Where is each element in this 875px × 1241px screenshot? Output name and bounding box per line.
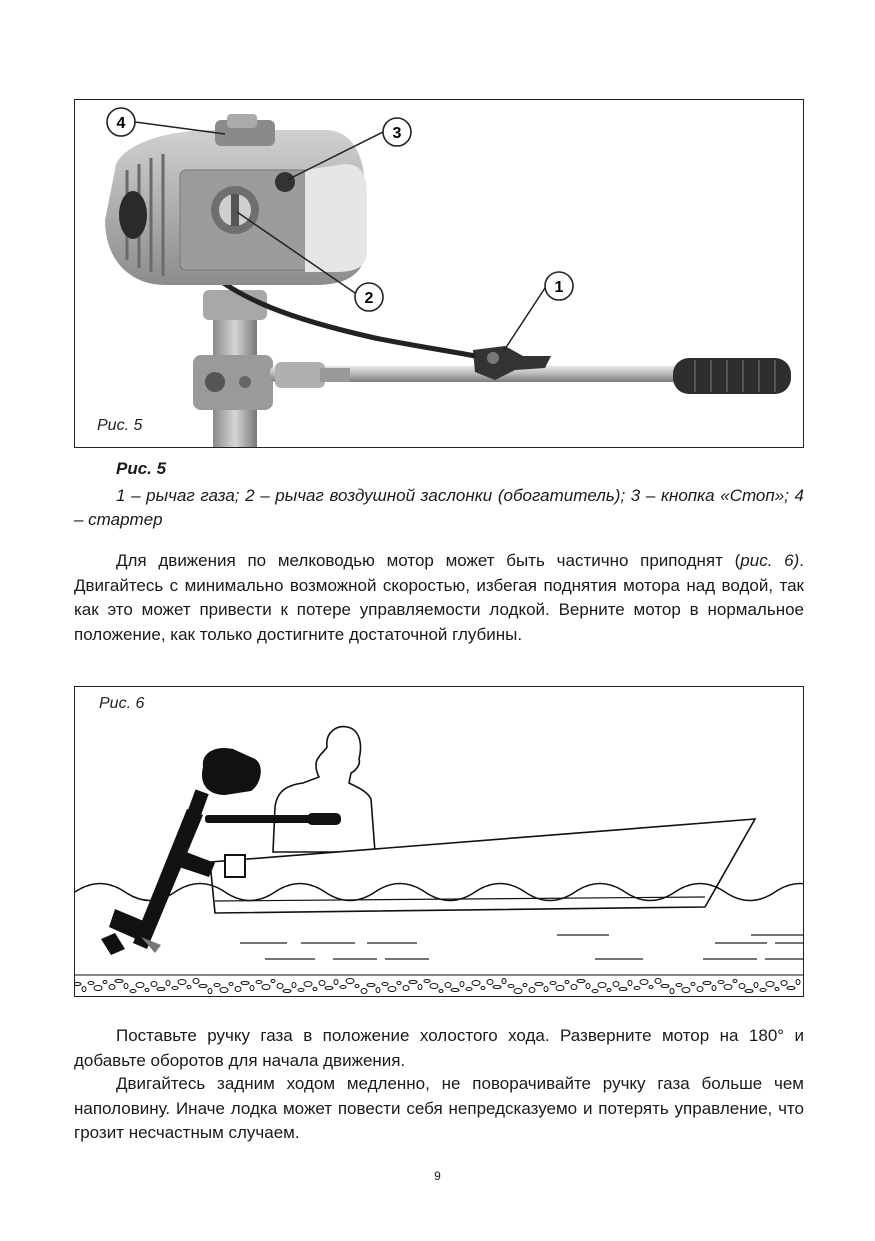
- figure-5-label: Рис. 5: [97, 417, 143, 434]
- paragraph-1-after: . Двигайтесь с минимально возможной скоростью, избегая поднятия мотора над водой, так как это может привести к потере управляемости лодкой. Верните мотор в нормальное положение, как только достигните достаточной глубины.: [74, 551, 804, 644]
- paragraph-1-figure-ref: рис. 6): [740, 551, 800, 570]
- paragraph-1-before: Для движения по мелководью мотор может быть частично приподнят (: [116, 551, 741, 570]
- figure-6-label: Рис. 6: [99, 695, 145, 712]
- figure-5: [74, 99, 804, 448]
- callout-2: [355, 283, 383, 311]
- page-number: 9: [434, 1169, 441, 1183]
- outboard-motor-illustration: [75, 100, 804, 448]
- callout-3: [383, 118, 411, 146]
- svg-text:3: 3: [392, 125, 402, 142]
- paragraph-1: [74, 549, 804, 647]
- figure-6: [74, 686, 804, 997]
- boat-shallow-water-illustration: [75, 687, 804, 997]
- callout-1: [545, 272, 573, 300]
- caption-title: Рис. 5: [116, 459, 167, 478]
- callout-4: [107, 108, 135, 136]
- paragraph-2: Поставьте ручку газа в положение холостого хода. Разверните мотор на 180° и добавьте оборотов для начала движения.: [74, 1026, 804, 1070]
- caption-text: 1 – рычаг газа; 2 – рычаг воздушной заслонки (обогатитель); 3 – кнопка «Стоп»; 4 – стартер: [74, 486, 804, 529]
- svg-text:4: 4: [116, 115, 126, 132]
- paragraph-3: Двигайтесь задним ходом медленно, не поворачивайте ручку газа больше чем наполовину. Иначе лодка может повести себя непредсказуемо и потерять управление, что грозит несчастным случаем.: [74, 1074, 804, 1142]
- svg-text:1: 1: [554, 279, 564, 296]
- svg-text:2: 2: [364, 290, 374, 307]
